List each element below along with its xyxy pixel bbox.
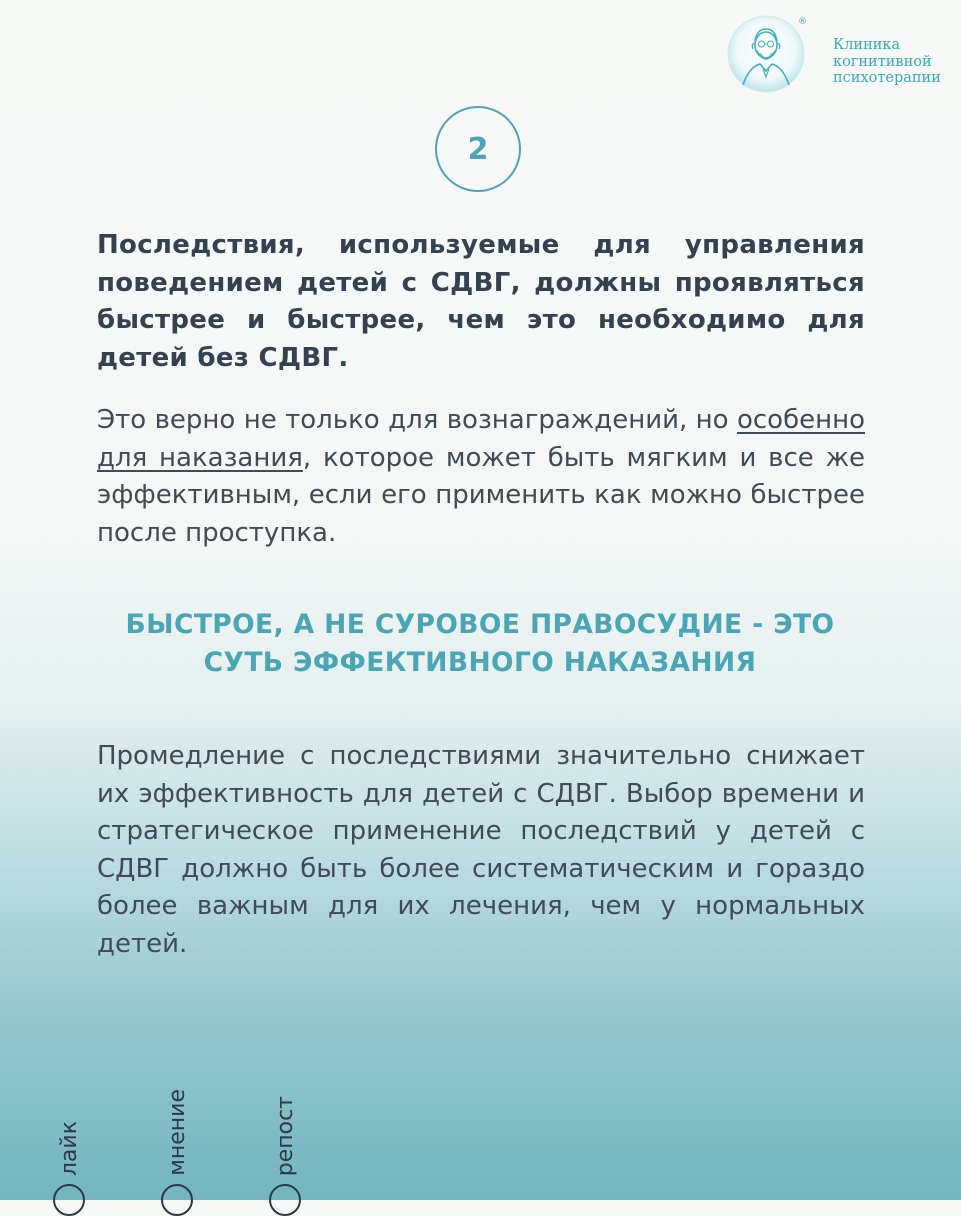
clinic-name — [833, 37, 953, 87]
clinic-name-line-1: Клиника — [833, 37, 901, 53]
opinion-label: мнение — [165, 1089, 190, 1176]
underlined-phrase: особенно для наказания — [97, 405, 865, 473]
opinion-action[interactable] — [158, 1070, 198, 1200]
repost-circle-icon — [269, 1184, 301, 1216]
paragraph-rewards-end: , которое может быть мягким и все же эффективным, если его применить как можно быстрее после проступка. — [97, 442, 865, 548]
like-circle-icon — [53, 1184, 85, 1216]
clinic-name-line-2: когнитивной — [833, 53, 932, 70]
paragraph-rewards — [97, 402, 865, 552]
opinion-circle-icon — [161, 1184, 193, 1216]
paragraph-rewards-start: Это верно не только для вознаграждений, но — [97, 405, 737, 435]
clinic-logo — [727, 15, 805, 93]
repost-action[interactable] — [266, 1070, 306, 1200]
slide-number-badge — [435, 106, 521, 192]
registered-mark: ® — [798, 17, 807, 27]
accent-heading-line-1: БЫСТРОЕ, А НЕ СУРОВОЕ ПРАВОСУДИЕ - ЭТО — [125, 609, 835, 640]
portrait-logo-icon — [727, 15, 805, 93]
headline: Последствия, используемые для управления поведением детей с СДВГ, должны проявляться быстрее и быстрее, чем это необходимо для детей без СДВГ. — [97, 230, 865, 373]
paragraph-delay: Промедление с последствиями значительно снижает их эффективность для детей с СДВГ. Выбор времени и стратегическое применение последствий у детей с СДВГ должно быть более систематическим и гораздо более важным для их лечения, чем у нормальных детей. — [97, 741, 865, 959]
repost-label: репост — [273, 1095, 298, 1176]
clinic-name-line-3: психотерапии — [833, 70, 941, 86]
accent-heading-line-2: СУТЬ ЭФФЕКТИВНОГО НАКАЗАНИЯ — [203, 647, 757, 678]
slide-number: 2 — [467, 131, 489, 167]
like-action[interactable] — [50, 1080, 90, 1200]
like-label: лайк — [57, 1120, 82, 1176]
accent-heading — [80, 606, 880, 682]
